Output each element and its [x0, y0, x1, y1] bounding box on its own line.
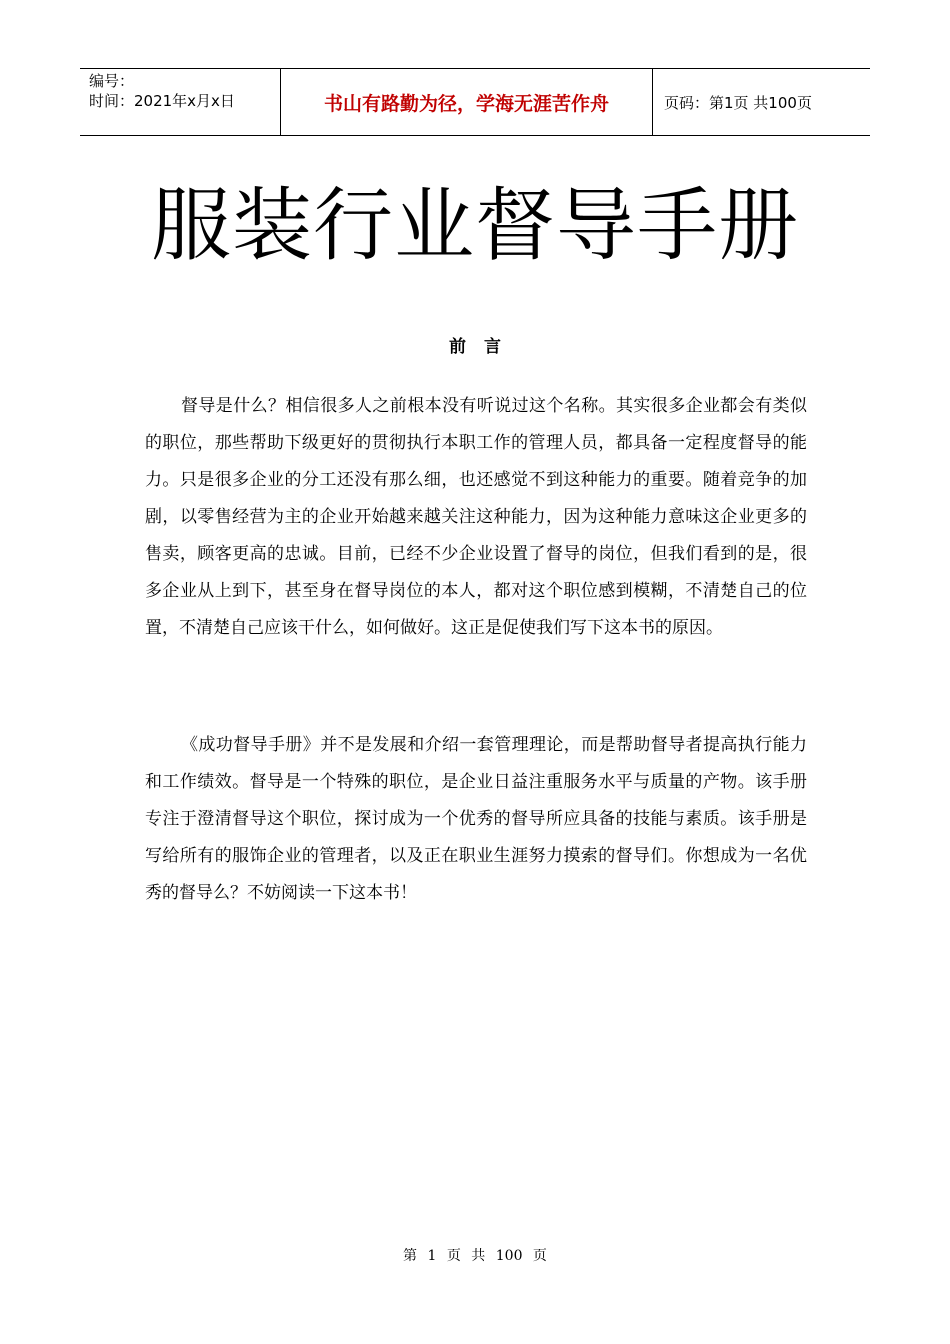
header-table: [80, 68, 870, 136]
page-info-text: 页码：第1页 共100页: [664, 93, 812, 112]
motto-cell: [281, 69, 653, 135]
section-heading: 前言: [449, 337, 519, 357]
page-info-cell: [653, 69, 870, 135]
document-title: 服装行业督导手册: [151, 179, 799, 272]
paragraph-1: 督导是什么？相信很多人之前根本没有听说过这个名称。其实很多企业都会有类似的职位，那些帮助下级更好的贯彻执行本职工作的管理人员，都具备一定程度督导的能力。只是很多企业的分工还没有那么细，也还感觉不到这种能力的重要。随着竞争的加剧，以零售经营为主的企业开始越来越关注这种能力，因为这种能力意味这企业更多的售卖，顾客更高的忠诚。目前，已经不少企业设置了督导的岗位，但我们看到的是，很多企业从上到下，甚至身在督导岗位的本人，都对这个职位感到模糊，不清楚自己的位置，不清楚自己应该干什么，如何做好。这正是促使我们写下这本书的原因。: [145, 396, 807, 638]
number-label: 编号：: [89, 72, 135, 90]
date-label: 时间：2021年x月x日: [89, 92, 235, 110]
page-footer: 第 1 页 共 100 页: [403, 1248, 547, 1264]
header-meta-cell: [80, 69, 281, 135]
paragraph-2: 《成功督导手册》并不是发展和介绍一套管理理论，而是帮助督导者提高执行能力和工作绩效。督导是一个特殊的职位，是企业日益注重服务水平与质量的产物。该手册专注于澄清督导这个职位，探讨成为一个优秀的督导所应具备的技能与素质。该手册是写给所有的服饰企业的管理者，以及正在职业生涯努力摸索的督导们。你想成为一名优秀的督导么？不妨阅读一下这本书！: [145, 735, 807, 903]
motto-text: 书山有路勤为径，学海无涯苦作舟: [323, 92, 609, 115]
